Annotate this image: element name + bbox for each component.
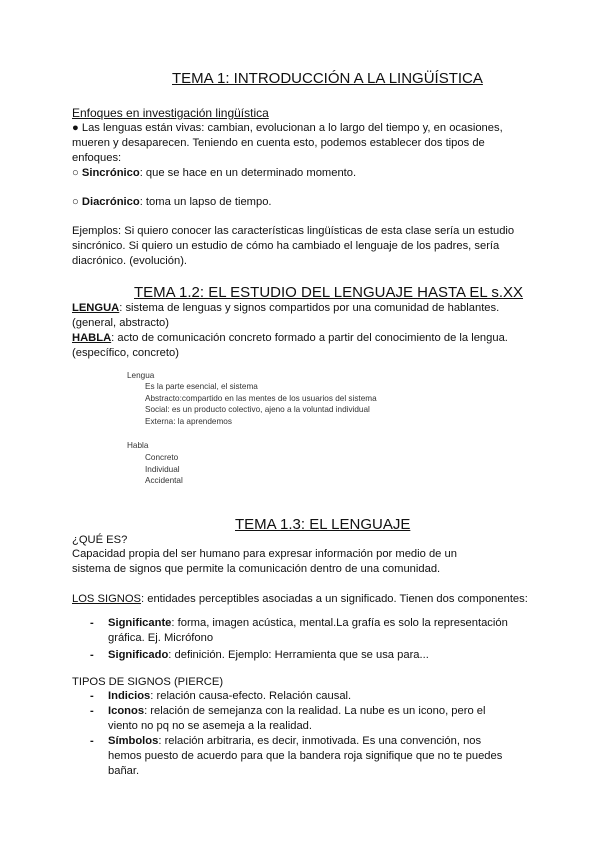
diagram-habla-item: Concreto — [145, 453, 179, 462]
signos-def: : entidades perceptibles asociadas a un significado. Tienen dos componentes: — [141, 593, 528, 605]
tipo-def: : relación causa-efecto. Relación causal. — [150, 690, 352, 702]
tema1-title: TEMA 1: INTRODUCCIÓN A LA LINGÜÍSTICA — [172, 70, 483, 87]
tipo-term: Indicios — [108, 690, 151, 702]
lenguaje-definition: Capacidad propia del ser humano para expresar información por medio de un sistema de signos que permite la comunicación dentro de una comunidad. — [72, 548, 457, 575]
tema1-examples: Ejemplos: Si quiero conocer las características lingüísticas de esta clase sería un estudio sincrónico. Si quiero un estudio de cómo ha cambiado el lenguaje de los padres, sería diacrónico. (evolución). — [72, 225, 515, 267]
component-def: : forma, imagen acústica, mental.La grafía es solo la representación gráfica. Ej. Micrófono — [108, 617, 508, 644]
sincronico-def: : que se hace en un determinado momento. — [139, 167, 357, 179]
component-item — [90, 616, 510, 646]
dash-bullet: - — [90, 735, 94, 747]
tipos-title: TIPOS DE SIGNOS (PIERCE) — [72, 676, 224, 688]
tipos-list — [90, 689, 510, 779]
diagram-lengua-item: Es la parte esencial, el sistema — [145, 382, 258, 391]
components-list — [90, 616, 510, 663]
lengua-term: LENGUA — [72, 302, 120, 314]
diagram-lengua-label: Lengua — [127, 371, 155, 380]
diacronico-def: : toma un lapso de tiempo. — [139, 196, 272, 208]
diacronico-line — [72, 195, 524, 210]
diagram-lengua-list — [145, 381, 377, 427]
sincronico-term: Sincrónico — [81, 167, 140, 179]
signos-term: LOS SIGNOS — [72, 593, 142, 605]
dash-bullet: - — [90, 690, 94, 702]
component-item — [90, 648, 510, 663]
dash-bullet: - — [90, 649, 94, 661]
lengua-def: : sistema de lenguas y signos compartidos por una comunidad de hablantes. (general, abstracto) — [72, 302, 500, 329]
que-es-heading: ¿QUÉ ES? — [72, 534, 128, 546]
signos-line — [72, 592, 528, 607]
sincronico-line — [72, 166, 524, 181]
dash-bullet: - — [90, 705, 94, 717]
tipo-def: : relación arbitraria, es decir, inmotivada. Es una convención, nos hemos puesto de acuerdo para que la bandera roja signifique que no te puedes bañar. — [108, 735, 503, 777]
tema1-bullet: ● Las lenguas están vivas: cambian, evolucionan a lo largo del tiempo y, en ocasiones, mueren y desaparecen. Teniendo en cuenta esto, podemos establecer dos tipos de enfoques: — [72, 122, 503, 164]
habla-def: : acto de comunicación concreto formado a partir del conocimiento de la lengua. (específico, concreto) — [72, 332, 508, 359]
diagram-habla-item: Accidental — [145, 476, 183, 485]
component-def: : definición. Ejemplo: Herramienta que se usa para... — [168, 649, 429, 661]
dash-bullet: - — [90, 617, 94, 629]
tipo-def: : relación de semejanza con la realidad. La nube es un icono, pero el viento no pq no se asemeja a la realidad. — [108, 705, 486, 732]
diagram-lengua-item: Social: es un producto colectivo, ajeno a la voluntad individual — [145, 405, 370, 414]
tipo-term: Iconos — [108, 705, 145, 717]
diacronico-term: Diacrónico — [81, 196, 140, 208]
component-term: Significante — [108, 617, 172, 629]
diagram-lengua-item: Externa: la aprendemos — [145, 416, 232, 426]
habla-definition — [72, 331, 528, 361]
habla-term: HABLA — [72, 332, 112, 344]
diagram-habla-item: Individual — [145, 464, 180, 474]
component-term: Significado — [108, 649, 169, 661]
tema12-title: TEMA 1.2: EL ESTUDIO DEL LENGUAJE HASTA EL s.XX — [134, 284, 524, 301]
sincronico-prefix: ○ — [72, 167, 82, 179]
tema13-title: TEMA 1.3: EL LENGUAJE — [235, 516, 411, 533]
diagram-lengua-item: Abstracto:compartido en las mentes de los usuarios del sistema — [145, 393, 377, 403]
tipo-term: Símbolos — [108, 735, 159, 747]
tema1-subtitle: Enfoques en investigación lingüística — [72, 106, 269, 120]
diagram-habla-list — [145, 452, 183, 487]
diagram-habla-label: Habla — [127, 441, 149, 450]
diacronico-prefix: ○ — [72, 196, 82, 208]
tipo-item — [90, 734, 510, 779]
tipo-item — [90, 689, 510, 704]
lengua-definition — [72, 301, 528, 331]
tipo-item — [90, 704, 510, 734]
